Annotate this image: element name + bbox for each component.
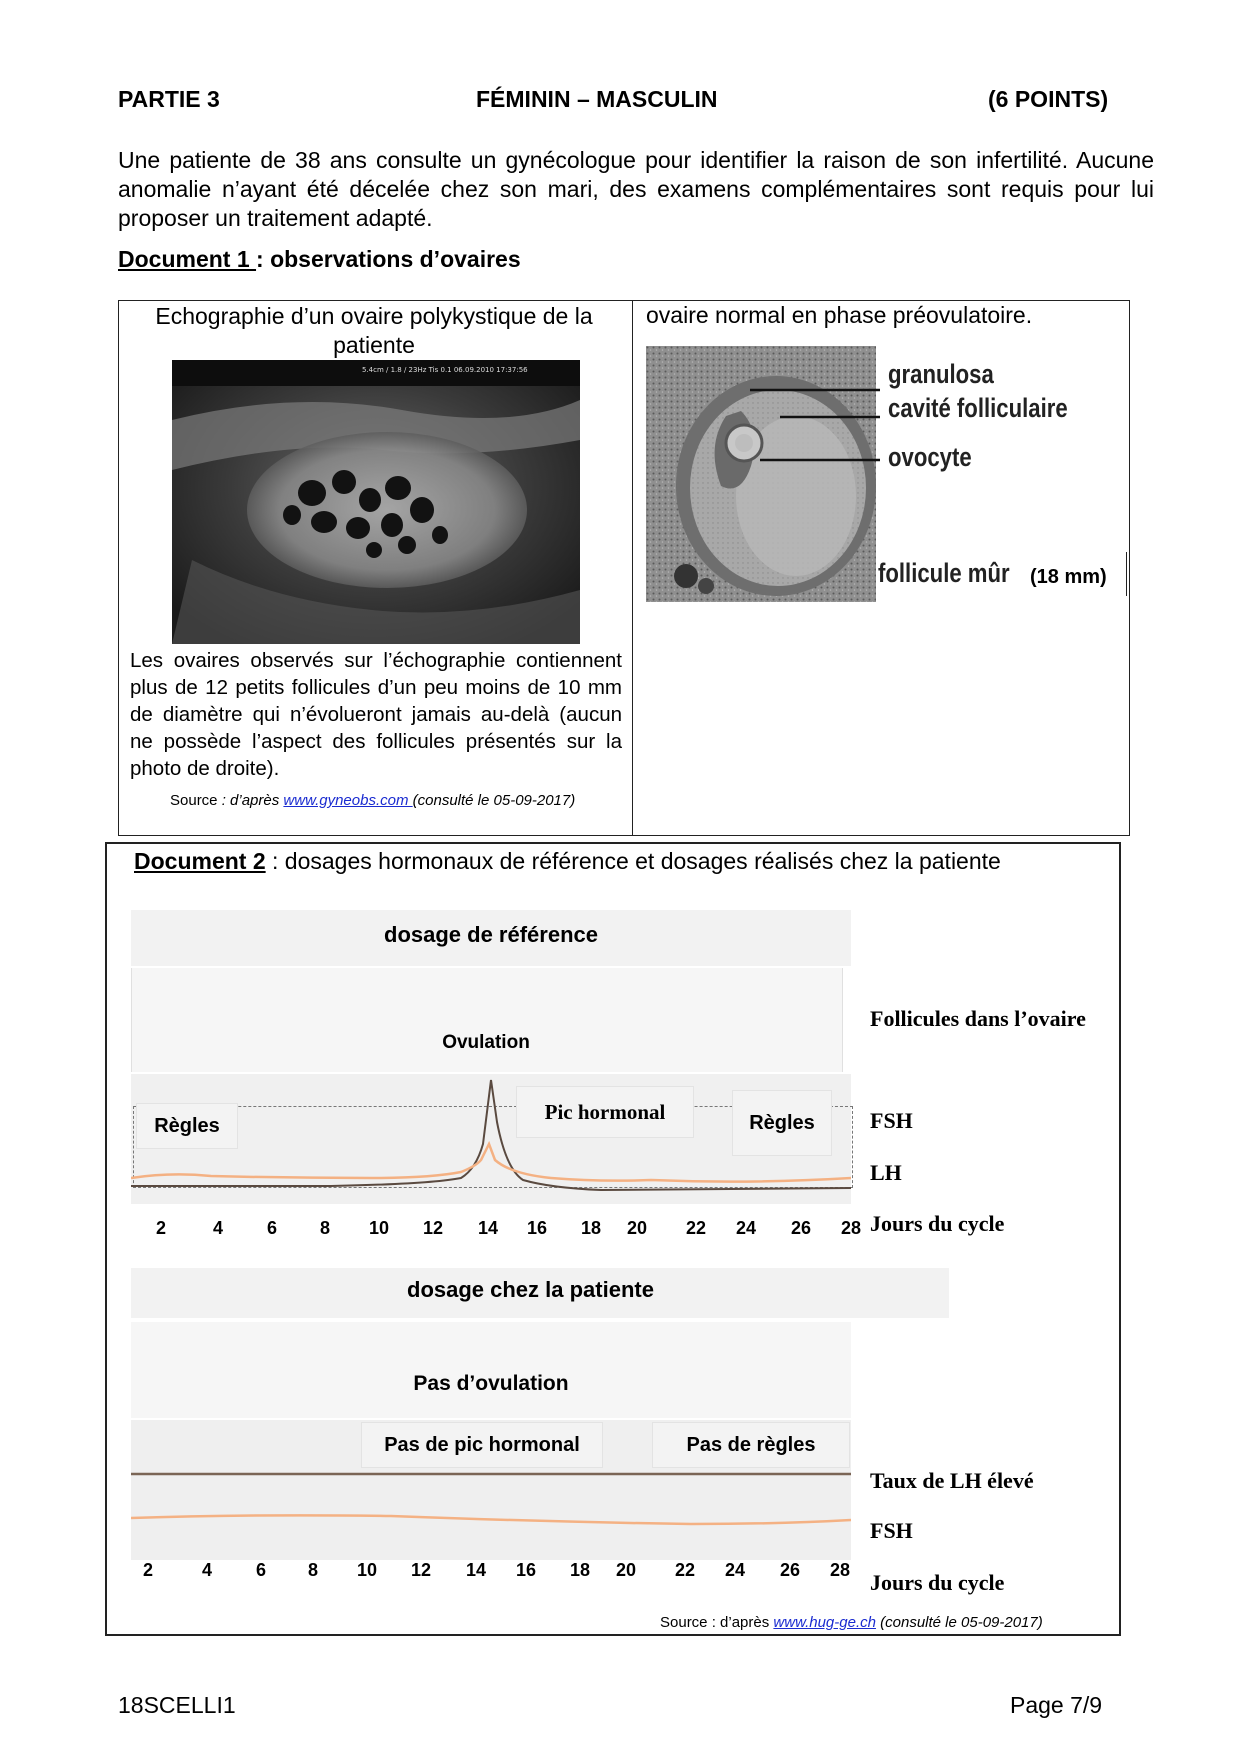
patient-day-tick: 14 — [465, 1560, 487, 1580]
patient-day-axis — [0, 1560, 1240, 1584]
ultrasound-readout: 5.4cm / 1.8 / 23Hz Tis 0.1 06.09.2010 17:37:56 — [362, 366, 528, 374]
patient-title: dosage chez la patiente — [407, 1277, 654, 1302]
follicles-band — [131, 968, 843, 1072]
document-1-label: Document 1 — [118, 246, 257, 272]
patient-day-tick: 10 — [356, 1560, 378, 1580]
section-title: FÉMININ – MASCULIN — [476, 86, 718, 112]
patient-day-tick: 16 — [515, 1560, 537, 1580]
doc1-source-link[interactable]: www.gyneobs.com — [283, 792, 413, 809]
doc2-source — [660, 1614, 1043, 1631]
patient-day-tick: 4 — [201, 1560, 213, 1580]
document-2-label: Document 2 — [134, 848, 266, 874]
patient-label-lh: Taux de LH élevé — [870, 1468, 1034, 1493]
patient-day-tick: 28 — [829, 1560, 851, 1580]
ref-day-tick: 26 — [790, 1218, 812, 1238]
regles-left-box: Règles — [136, 1103, 238, 1149]
ref-label-follicles: Follicules dans l’ovaire — [870, 1006, 1086, 1031]
exam-code: 18SCELLI1 — [118, 1692, 236, 1718]
ovulation-label: Ovulation — [442, 1032, 530, 1053]
doc1-source-prefix: Source — [170, 792, 218, 809]
patient-day-tick: 12 — [410, 1560, 432, 1580]
ref-day-tick: 12 — [422, 1218, 444, 1238]
reference-title: dosage de référence — [384, 922, 598, 947]
page-number: Page 7/9 — [1010, 1692, 1103, 1718]
ultrasound-caption: Echographie d’un ovaire polykystique de la patiente — [155, 303, 593, 358]
ultrasound-description: Les ovaires observés sur l’échographie contiennent plus de 12 petits follicules d’un peu moins de 10 mm de diamètre qui n’évolueront jamais au-delà (aucun ne possède l’aspect des follicules présentés sur la photo de droite). — [130, 649, 622, 780]
pic-hormonal-box: Pic hormonal — [516, 1086, 694, 1138]
patient-day-tick: 2 — [142, 1560, 154, 1580]
patient-label-days: Jours du cycle — [870, 1570, 1005, 1595]
no-regles-box: Pas de règles — [652, 1422, 850, 1468]
doc2-source-prefix: Source : d’après — [660, 1614, 774, 1631]
patient-day-tick: 22 — [674, 1560, 696, 1580]
no-pic-box: Pas de pic hormonal — [361, 1422, 603, 1468]
ref-day-tick: 6 — [266, 1218, 278, 1238]
patient-day-tick: 8 — [307, 1560, 319, 1580]
doc1-source — [170, 792, 575, 809]
ref-day-tick: 10 — [368, 1218, 390, 1238]
part-label: PARTIE 3 — [118, 86, 220, 112]
no-ovulation-label: Pas d’ovulation — [413, 1372, 569, 1395]
patient-label-fsh: FSH — [870, 1518, 913, 1543]
patient-day-tick: 24 — [724, 1560, 746, 1580]
patient-follicles-band — [131, 1322, 851, 1418]
patient-day-tick: 26 — [779, 1560, 801, 1580]
ultrasound-image — [172, 360, 580, 644]
document-2-subtitle: : dosages hormonaux de référence et dosages réalisés chez la patiente — [265, 848, 1001, 874]
points-label: (6 POINTS) — [988, 86, 1109, 112]
follicle-size: (18 mm) — [1030, 566, 1107, 588]
ref-day-tick: 20 — [626, 1218, 648, 1238]
document-2-title — [134, 848, 1001, 875]
ref-day-tick: 24 — [735, 1218, 757, 1238]
intro-paragraph: Une patiente de 38 ans consulte un gynécologue pour identifier la raison de son infertilité. Aucune anomalie n’ayant été décelée chez son mari, des examens complémentaires sont requis pour lui proposer un traitement adapté. — [118, 147, 1154, 231]
ref-day-tick: 8 — [319, 1218, 331, 1238]
document-1-subtitle: : observations d’ovaires — [256, 246, 521, 272]
ref-day-tick: 14 — [477, 1218, 499, 1238]
label-follicule-mur: follicule mûr — [878, 558, 1010, 588]
ref-label-days: Jours du cycle — [870, 1211, 1005, 1236]
patient-day-tick: 20 — [615, 1560, 637, 1580]
ref-day-tick: 2 — [155, 1218, 167, 1238]
doc2-source-link[interactable]: www.hug-ge.ch — [773, 1614, 876, 1631]
document-1-divider — [632, 300, 633, 835]
reference-day-axis — [0, 1218, 1240, 1242]
ref-label-lh: LH — [870, 1160, 902, 1185]
patient-day-tick: 18 — [569, 1560, 591, 1580]
patient-day-tick: 6 — [255, 1560, 267, 1580]
document-1-title — [118, 246, 521, 273]
ref-day-tick: 16 — [526, 1218, 548, 1238]
ref-day-tick: 4 — [212, 1218, 224, 1238]
ref-day-tick: 22 — [685, 1218, 707, 1238]
regles-right-box: Règles — [732, 1090, 832, 1156]
ref-label-fsh: FSH — [870, 1108, 913, 1133]
micrograph-pointers — [720, 360, 880, 470]
size-bracket — [1126, 552, 1127, 596]
label-granulosa: granulosa — [888, 359, 994, 389]
patient-fsh-curve — [131, 1515, 851, 1524]
ref-day-tick: 18 — [580, 1218, 602, 1238]
ref-day-tick: 28 — [840, 1218, 862, 1238]
label-cavite-folliculaire: cavité folliculaire — [888, 393, 1068, 423]
doc1-source-date: (consulté le 05-09-2017) — [412, 792, 576, 809]
doc2-source-date: (consulté le 05-09-2017) — [875, 1614, 1043, 1631]
doc1-source-mid: : d’après — [217, 792, 284, 809]
normal-ovary-caption: ovaire normal en phase préovulatoire. — [646, 302, 1033, 328]
label-ovocyte: ovocyte — [888, 442, 972, 472]
